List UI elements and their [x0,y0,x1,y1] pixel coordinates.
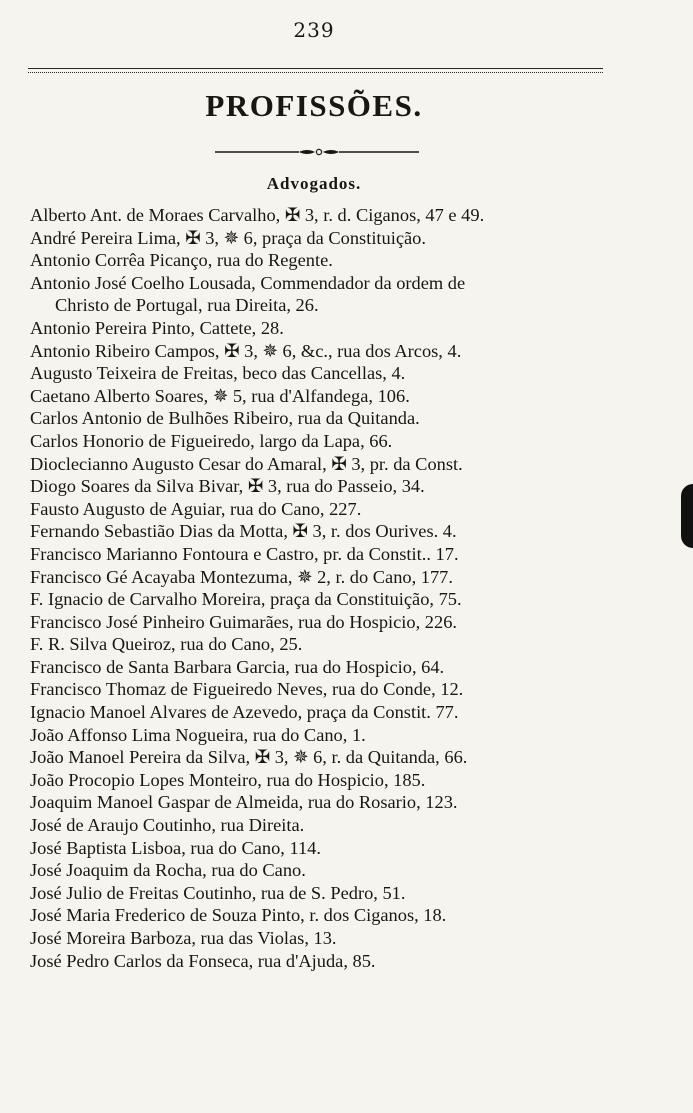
directory-entry: Alberto Ant. de Moraes Carvalho, ✠ 3, r. d. Ciganos, 47 e 49. [30,205,485,225]
directory-entry: Francisco José Pinheiro Guimarães, rua do Hospicio, 226. [30,611,457,632]
ink-blot [681,484,693,548]
directory-entry: Antonio José Coelho Lousada, Commendador da ordem de [30,272,466,293]
directory-entry: José Moreira Barboza, rua das Violas, 13. [30,928,337,948]
directory-entry: Carlos Honorio de Figueiredo, largo da Lapa, 66. [30,430,393,451]
directory-entry: Fausto Augusto de Aguiar, rua do Cano, 227. [30,498,362,519]
page-title: PROFISSÕES. [205,88,423,123]
directory-entry: Ignacio Manoel Alvares de Azevedo, praça da Constit. 77. [30,702,459,723]
directory-entry: André Pereira Lima, ✠ 3, ✵ 6, praça da Constituição. [30,227,426,248]
directory-entry: Francisco de Santa Barbara Garcia, rua do Hospicio, 64. [30,656,445,677]
directory-entry: Diogo Soares da Silva Bivar, ✠ 3, rua do Passeio, 34. [30,476,425,497]
directory-entry: Augusto Teixeira de Freitas, beco das Cancellas, 4. [30,363,406,384]
directory-entry: João Procopio Lopes Monteiro, rua do Hospicio, 185. [30,769,426,790]
directory-entry: José de Araujo Coutinho, rua Direita. [30,815,305,836]
directory-entry: Francisco Marianno Fontoura e Castro, pr. da Constit.. 17. [30,543,459,564]
directory-list [30,204,625,972]
directory-entry: José Maria Frederico de Souza Pinto, r. dos Ciganos, 18. [30,905,447,926]
directory-entry: José Julio de Freitas Coutinho, rua de S. Pedro, 51. [30,882,406,903]
directory-entry: João Affonso Lima Nogueira, rua do Cano, 1. [30,724,366,745]
directory-entry: Dioclecianno Augusto Cesar do Amaral, ✠ 3, pr. da Const. [30,453,463,474]
directory-entry: Joaquim Manoel Gaspar de Almeida, rua do Rosario, 123. [30,792,458,813]
directory-entry: José Baptista Lisboa, rua do Cano, 114. [30,837,321,858]
directory-entry: José Pedro Carlos da Fonseca, rua d'Ajuda, 85. [30,950,376,971]
directory-entry: Antonio Ribeiro Campos, ✠ 3, ✵ 6, &c., rua dos Arcos, 4. [30,340,462,361]
directory-entry: João Manoel Pereira da Silva, ✠ 3, ✵ 6, r. da Quitanda, 66. [30,747,468,768]
directory-entry: F. R. Silva Queiroz, rua do Cano, 25. [30,634,303,655]
ornament-divider [215,147,419,157]
section-heading: Advogados. [266,174,362,193]
directory-entry: Caetano Alberto Soares, ✵ 5, rua d'Alfandega, 106. [30,385,410,406]
directory-entry: José Joaquim da Rocha, rua do Cano. [30,860,306,881]
directory-entry: Antonio Corrêa Picanço, rua do Regente. [30,250,333,271]
directory-entry: Christo de Portugal, rua Direita, 26. [55,295,319,316]
directory-entry: Francisco Thomaz de Figueiredo Neves, rua do Conde, 12. [30,679,464,700]
directory-entry: Francisco Gé Acayaba Montezuma, ✵ 2, r. do Cano, 177. [30,566,453,587]
directory-entry: Antonio Pereira Pinto, Cattete, 28. [30,317,284,338]
page-number: 239 [293,18,335,42]
directory-entry: Carlos Antonio de Bulhões Ribeiro, rua da Quitanda. [30,408,420,429]
header-rule [28,68,603,73]
directory-entry: Fernando Sebastião Dias da Motta, ✠ 3, r. dos Ourives. 4. [30,521,457,542]
directory-entry: F. Ignacio de Carvalho Moreira, praça da Constituição, 75. [30,589,462,610]
